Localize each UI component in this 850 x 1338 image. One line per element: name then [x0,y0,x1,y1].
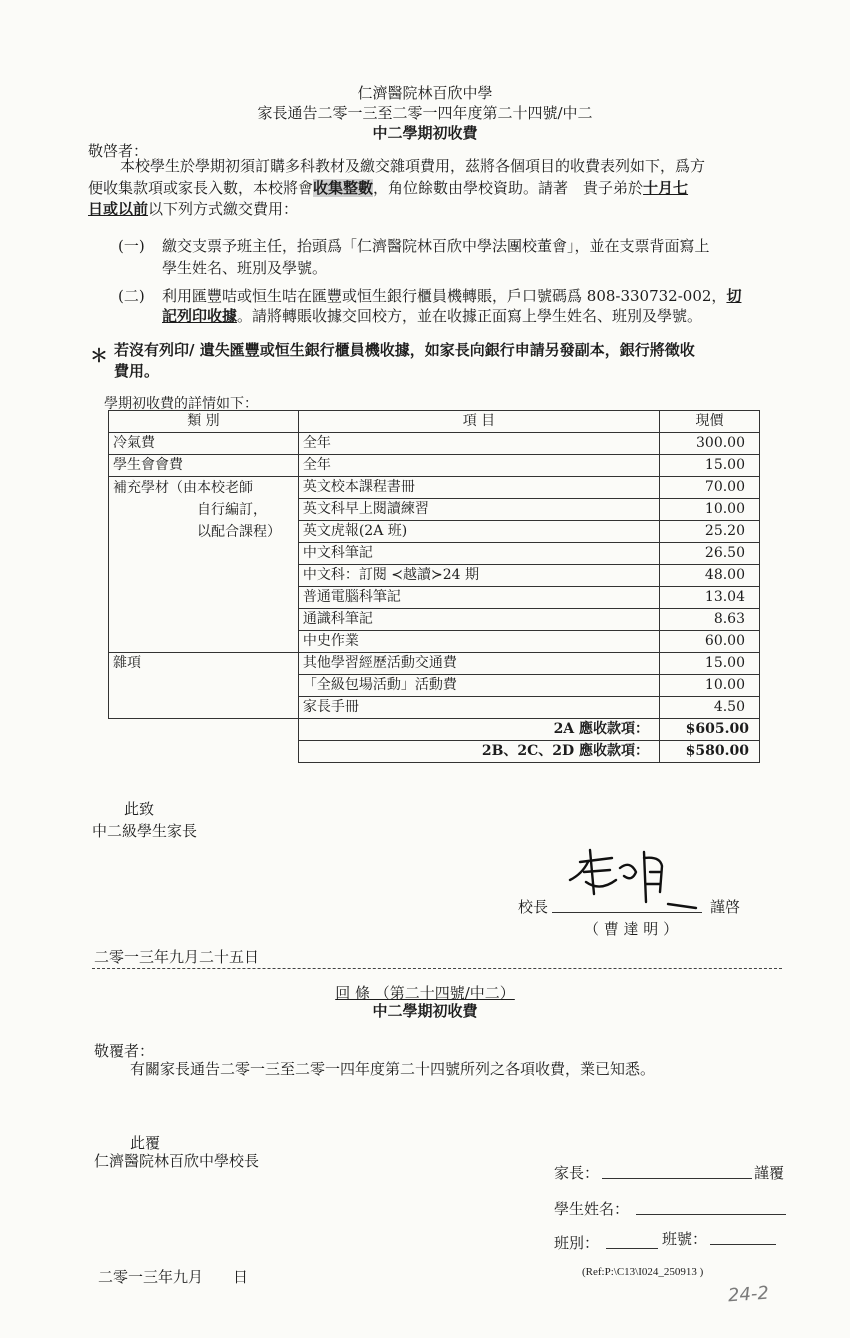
table-row: 補充學材（由本校老師 自行編訂， 以配合課程） 英文校本課程書冊 70.00 [109,477,760,499]
header-price: 現價 [660,411,760,433]
table-header-row [109,411,760,433]
closing-recipient: 中二級學生家長 [92,822,198,840]
note-line-2: 費用。 [114,362,160,380]
closing-to: 此致 [124,800,155,818]
student-name-label: 學生姓名： [554,1200,630,1218]
principal-label: 校長 [518,898,549,916]
salutation: 敬啓者： [88,142,149,160]
table-row: 中文科筆記 26.50 [109,543,760,565]
table-row: 英文虎報(2A 班) 25.20 [109,521,760,543]
deadline-part-2: 日或以前 [88,200,149,218]
table-row: 通識科筆記 8.63 [109,609,760,631]
method-2-line-1: 利用匯豐咭或恒生咭在匯豐或恒生銀行櫃員機轉賬，戶口號碼爲 808-330732-002，切 [162,287,742,305]
reference-code: (Ref:P:\C13\I024_250913 ) [582,1266,704,1278]
reply-recipient: 仁濟醫院林百欣中學校長 [94,1152,260,1170]
reply-subtitle: 中二學期初收費 [372,1002,478,1020]
principal-signature [560,832,700,912]
signature-line [552,912,702,913]
class-label: 班別： [554,1234,600,1252]
misc-category: 雜項 [109,653,299,719]
table-row: 中文科：訂閱 ≺越讀≻24 期 48.00 [109,565,760,587]
table-row: 中史作業 60.00 [109,631,760,653]
table-row: 英文科早上閱讀練習 10.00 [109,499,760,521]
table-row: 冷氣費 全年 300.00 [109,433,760,455]
table-row: 學生會會費 全年 15.00 [109,455,760,477]
paragraph-line-1: 本校學生於學期初須訂購多科教材及繳交雜項費用，茲將各個項目的收費表列如下，爲方 [120,157,706,175]
total-2bcd-amount: $580.00 [660,741,760,763]
table-row: 家長手冊 4.50 [109,697,760,719]
notice-title: 中二學期初收費 [372,124,478,142]
notice-date: 二零一三年九月二十五日 [94,948,260,966]
method-1-line-1: 繳交支票予班主任，抬頭爲「仁濟醫院林百欣中學法團校董會」，並在支票背面寫上 [162,237,710,255]
table-row: 「全級包場活動」活動費 10.00 [109,675,760,697]
handwritten-note: 24-2 [727,1282,770,1307]
parent-respect: 謹覆 [754,1164,785,1182]
header-item: 項 目 [298,411,659,433]
method-1-number: (一) [118,237,145,255]
reply-body: 有關家長通告二零一三至二零一四年度第二十四號所列之各項收費，業已知悉。 [130,1060,656,1078]
reply-title: 回 條 （第二十四號/中二） [335,984,515,1002]
deadline-part-1: 十月七 [643,179,689,197]
class-number-label: 班號： [662,1230,708,1248]
notice-number: 家長通告二零一三至二零一四年度第二十四號/中二 [257,104,593,122]
school-name: 仁濟醫院林百欣中學 [357,84,493,102]
table-row: 雜項 其他學習經歷活動交通費 15.00 [109,653,760,675]
total-row-2bcd [109,741,760,763]
reply-salutation: 敬覆者： [94,1042,155,1060]
reply-date: 二零一三年九月 日 [98,1268,249,1286]
total-row-2a [109,719,760,741]
table-caption: 學期初收費的詳情如下： [104,396,258,412]
class-line[interactable] [606,1248,658,1249]
note-line-1: 若沒有列印/ 遺失匯豐或恒生銀行櫃員機收據，如家長向銀行申請另發副本，銀行將徵收 [114,341,695,359]
paragraph-line-3: 日或以前以下列方式繳交費用： [88,200,299,218]
parent-label: 家長： [554,1164,600,1182]
star-icon: ＊ [90,346,108,367]
total-2a-label: 2A 應收款項： [298,719,659,741]
print-receipt-emphasis: 記列印收據 [162,307,238,325]
method-1-line-2: 學生姓名、班別及學號。 [162,259,328,277]
fee-table [108,410,760,763]
total-2a-amount: $605.00 [660,719,760,741]
header-category: 類 別 [109,411,299,433]
parent-signature-line[interactable] [602,1178,752,1179]
paragraph-line-2: 便收集款項或家長入數，本校將會收集整數，角位餘數由學校資助。請著 貴子弟於十月七 [88,179,689,197]
whole-amount-emphasis: 收集整數 [313,179,374,197]
student-name-line[interactable] [636,1214,786,1215]
supplementary-materials-category: 補充學材（由本校老師 自行編訂， 以配合課程） [109,477,299,653]
method-2-number: (二) [118,287,145,305]
class-number-line[interactable] [710,1244,776,1245]
principal-name: （ 曹 達 明 ） [584,920,679,938]
total-2bcd-label: 2B、2C、2D 應收款項： [298,741,659,763]
tear-line [92,968,782,969]
reply-to: 此覆 [130,1134,161,1152]
method-2-line-2: 記列印收據。請將轉賬收據交回校方，並在收據正面寫上學生姓名、班別及學號。 [162,307,703,325]
respect-text: 謹啓 [710,898,741,916]
table-row: 普通電腦科筆記 13.04 [109,587,760,609]
